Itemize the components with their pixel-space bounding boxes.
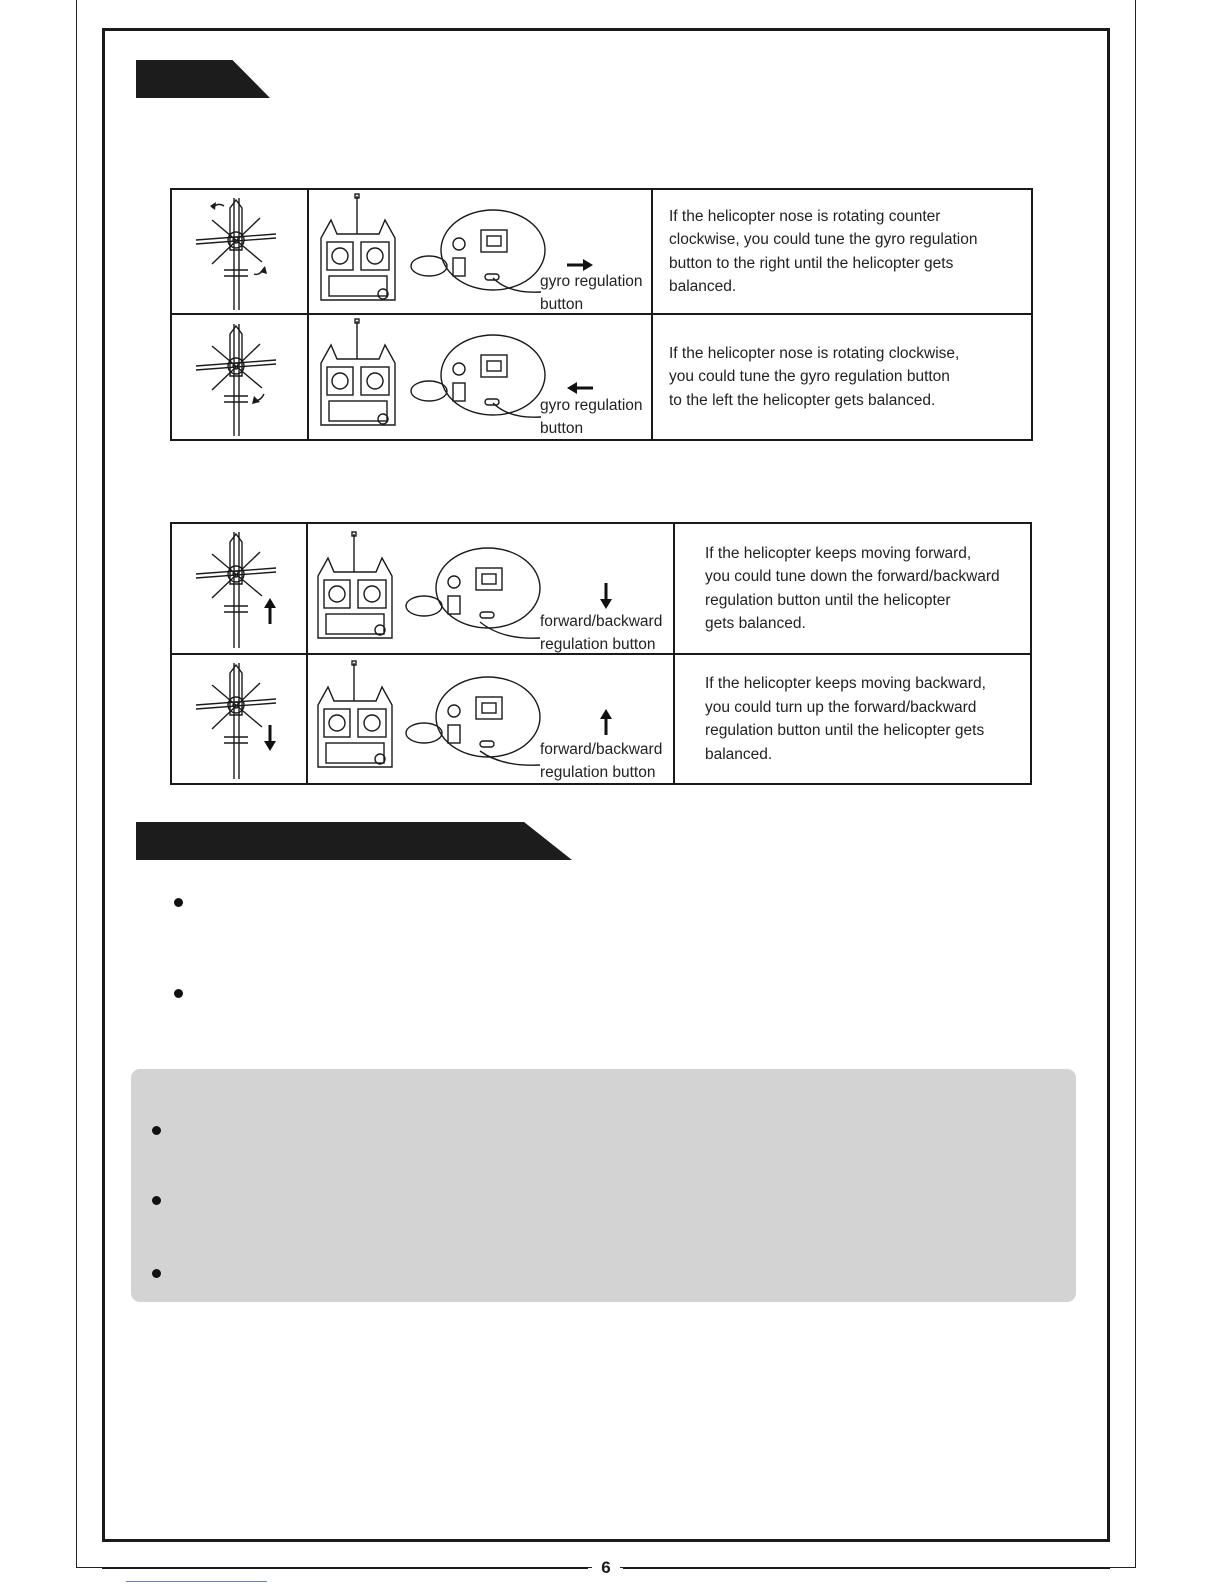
helicopter-topview-icon [172, 316, 307, 439]
forward-backward-trim-table [170, 522, 1032, 785]
regulation-button-label: button [540, 296, 584, 313]
text-line: If the helicopter nose is rotating counter [669, 207, 941, 225]
transmitter-illustration [307, 523, 674, 654]
bullet-point [152, 1196, 161, 1205]
transmitter-illustration [307, 654, 674, 784]
bullet-point [174, 989, 183, 998]
bullet-point [152, 1126, 161, 1135]
footer-rule [102, 1567, 588, 1569]
text-line: balanced. [705, 745, 773, 763]
regulation-button-label: forward/backward [540, 613, 663, 630]
up-arrow-icon [599, 709, 613, 735]
caution-note-box [131, 1069, 1076, 1302]
instruction-text [674, 523, 1031, 654]
regulation-button-label: forward/backward [540, 741, 663, 758]
instruction-text [652, 314, 1032, 440]
gyro-trim-table [170, 188, 1033, 441]
regulation-button-label: gyro regulation [540, 397, 643, 414]
table-row [171, 189, 1032, 314]
text-line: If the helicopter keeps moving backward, [705, 675, 986, 692]
helicopter-topview-icon [172, 524, 306, 653]
regulation-button-label: button [540, 420, 584, 437]
section-header-tab-notes [136, 822, 572, 860]
regulation-button-label: gyro regulation [540, 273, 643, 290]
table-row [171, 523, 1031, 654]
left-arrow-icon [567, 381, 593, 395]
text-line: you could tune down the forward/backward [705, 568, 1000, 585]
text-line: clockwise, you could tune the gyro regulation [669, 231, 978, 248]
instruction-text [652, 189, 1032, 314]
up-arrow-icon [264, 598, 276, 608]
down-arrow-icon [264, 741, 276, 751]
transmitter-icon [309, 315, 651, 439]
transmitter-illustration [308, 314, 652, 440]
link-underline [126, 1581, 267, 1582]
text-line: button to the right until the helicopter gets [669, 254, 954, 272]
text-line: balanced. [669, 278, 737, 295]
down-arrow-icon [599, 583, 613, 609]
footer-rule [623, 1567, 1110, 1569]
regulation-button-label: regulation button [540, 764, 656, 781]
regulation-button-label: regulation button [540, 636, 656, 653]
text-line: to the left the helicopter gets balanced. [669, 391, 936, 409]
text-line: regulation button until the helicopter gets [705, 722, 985, 739]
text-line: regulation button until the helicopter [705, 591, 951, 609]
text-line: you could tune the gyro regulation button [669, 368, 950, 386]
transmitter-icon [309, 190, 651, 313]
bullet-point [174, 898, 183, 907]
helicopter-rotation-cw-illustration [171, 314, 308, 440]
transmitter-illustration [308, 189, 652, 314]
table-row [171, 654, 1031, 784]
helicopter-topview-icon [172, 190, 307, 313]
bullet-point [152, 1269, 161, 1278]
instruction-text [674, 654, 1031, 784]
text-line: If the helicopter nose is rotating clockwise, [669, 344, 960, 362]
text-line: you could turn up the forward/backward [705, 698, 977, 716]
text-line: gets balanced. [705, 615, 806, 632]
table-row [171, 314, 1032, 440]
helicopter-rotation-ccw-illustration [171, 189, 308, 314]
helicopter-topview-icon [172, 655, 306, 783]
helicopter-moving-backward-illustration [171, 654, 307, 784]
helicopter-moving-forward-illustration [171, 523, 307, 654]
text-line: If the helicopter keeps moving forward, [705, 544, 972, 562]
page-number: 6 [592, 1556, 620, 1580]
